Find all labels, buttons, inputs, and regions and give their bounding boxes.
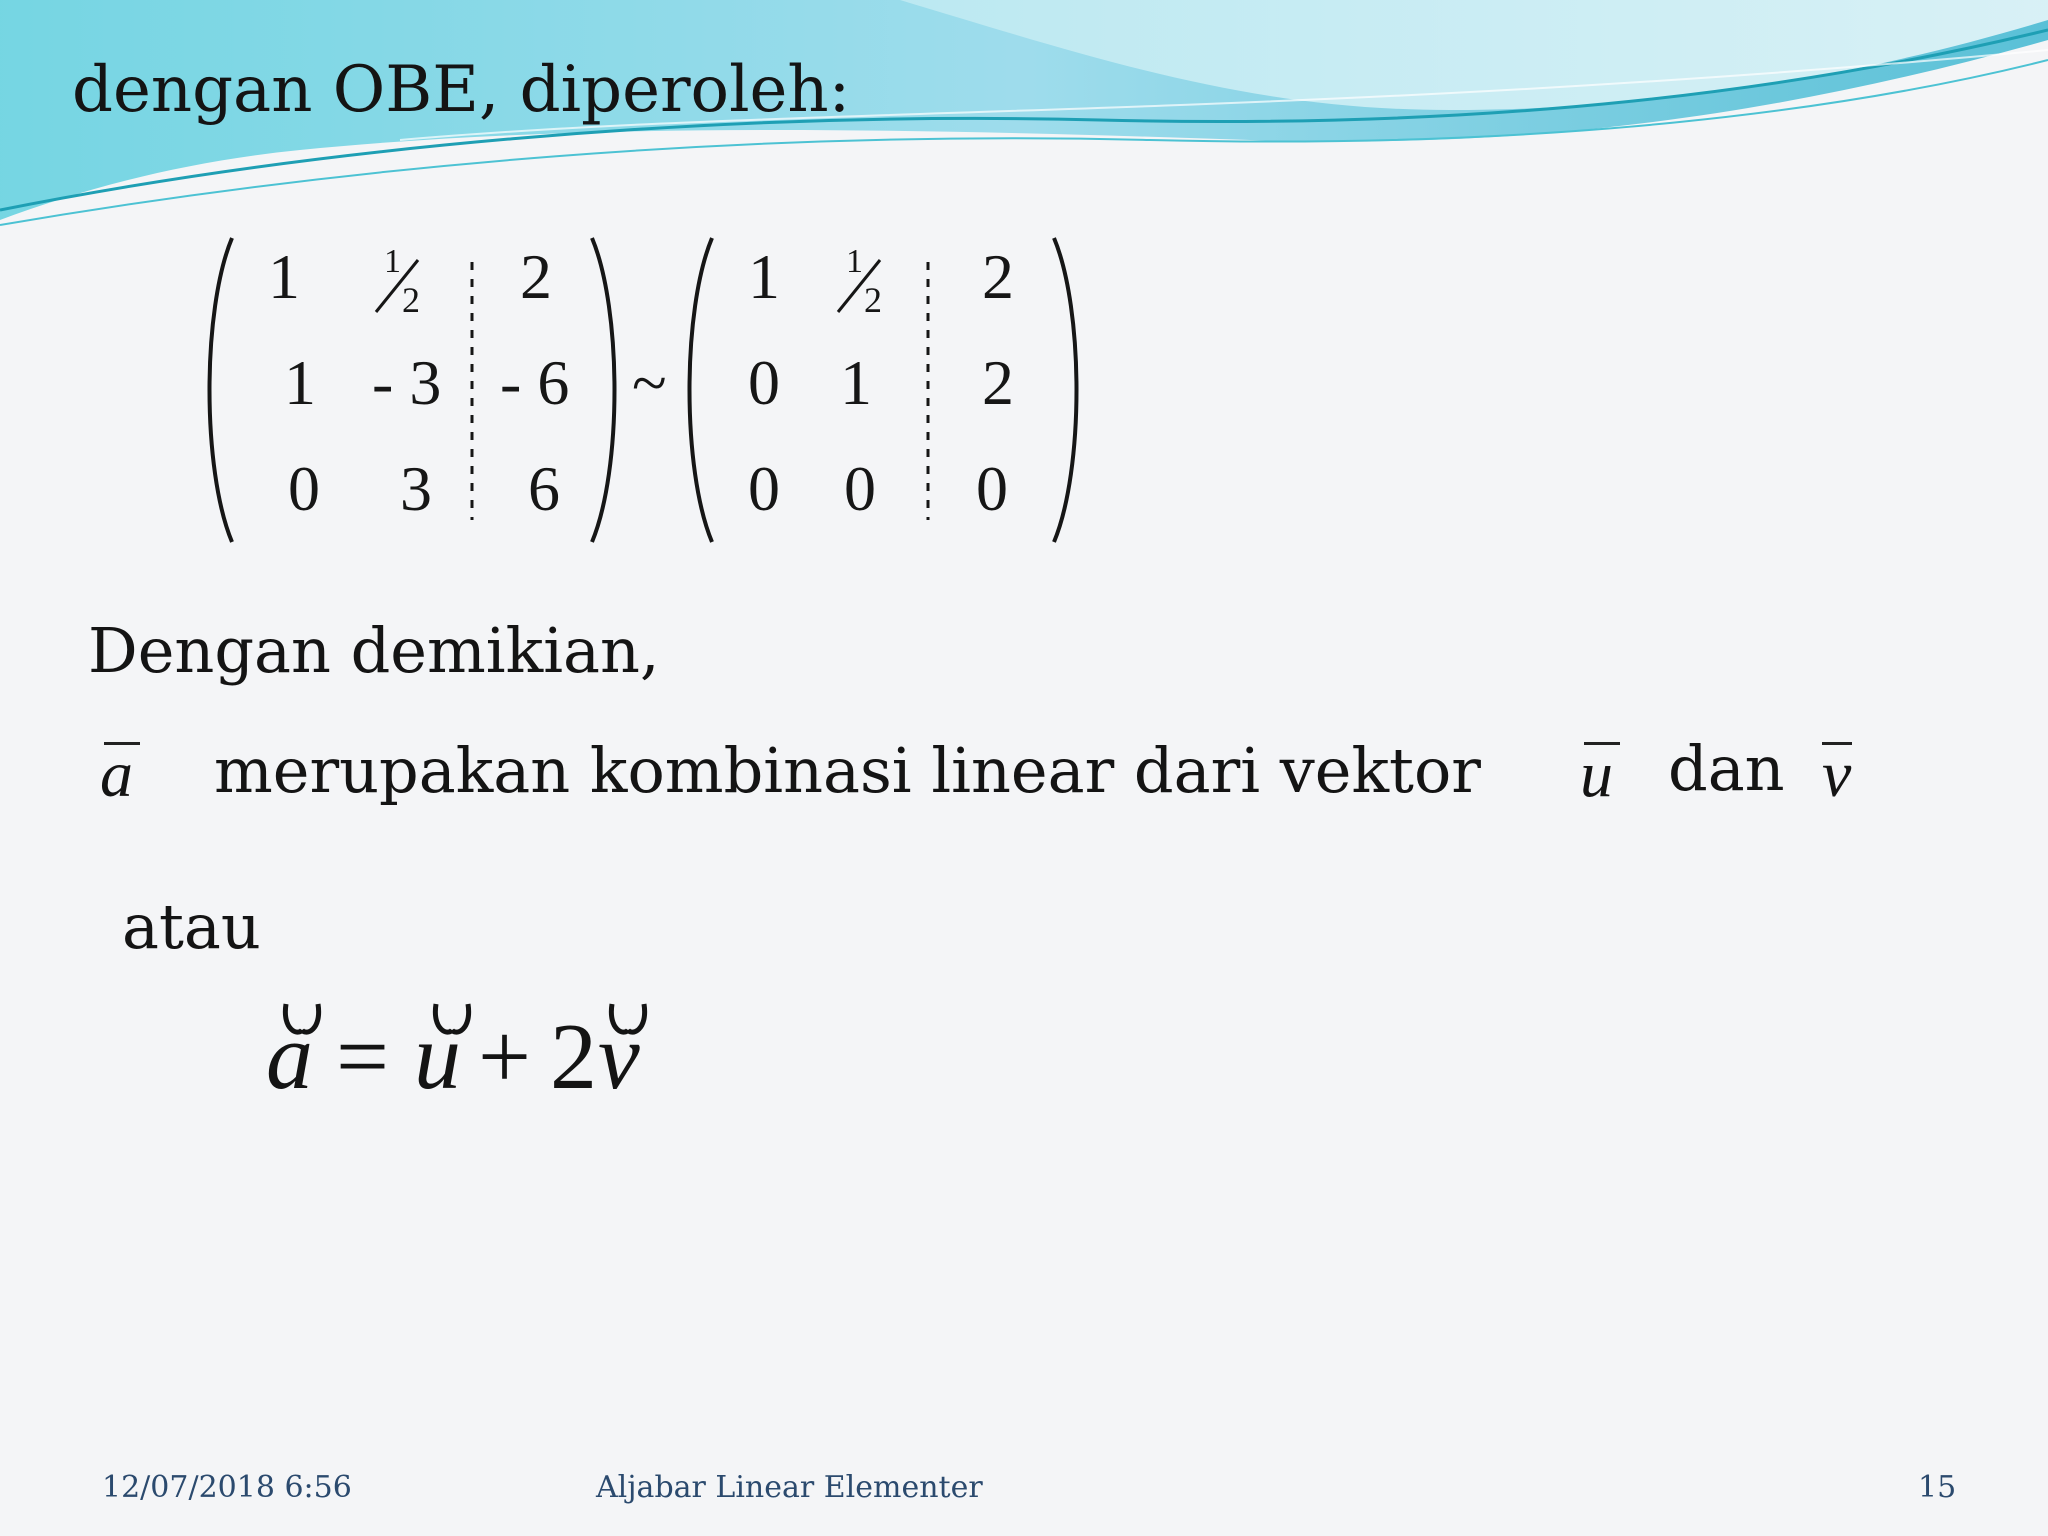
vector-a: a <box>100 738 133 811</box>
svg-text:2: 2 <box>864 280 882 320</box>
linear-combination-equation <box>250 990 710 1120</box>
right-matrix-open-paren <box>690 238 713 542</box>
left-matrix-cell: 1 <box>268 241 300 312</box>
right-matrix-cell: 1 <box>840 347 872 418</box>
footer-page-number: 15 <box>1918 1470 1957 1505</box>
equation-v: v <box>598 1005 640 1109</box>
right-matrix-cell: 0 <box>844 453 876 524</box>
svg-text:2: 2 <box>402 280 420 320</box>
slide-title: dengan OBE, diperoleh: <box>72 53 851 127</box>
svg-text:1: 1 <box>384 243 401 280</box>
vector-v: v <box>1822 738 1852 811</box>
left-matrix-cell: 1 <box>284 347 316 418</box>
left-matrix-cell: 3 <box>400 453 432 524</box>
augmented-matrices <box>200 220 1100 560</box>
conjunction-text: dan <box>1668 732 1785 805</box>
right-matrix-cell: 2 <box>982 347 1014 418</box>
left-matrix-fraction <box>376 243 420 320</box>
left-matrix-cell: 0 <box>288 453 320 524</box>
left-matrix-cell: - 3 <box>372 347 442 418</box>
equation-coefficient: 2 <box>550 1005 597 1109</box>
right-matrix-cell: 0 <box>748 347 780 418</box>
conclusion-heading: Dengan demikian, <box>88 614 660 687</box>
or-word: atau <box>122 890 261 963</box>
left-matrix-close-paren <box>592 238 615 542</box>
right-matrix-cell: 0 <box>748 453 780 524</box>
footer-course-title: Aljabar Linear Elementer <box>596 1470 983 1505</box>
sentence-text: merupakan kombinasi linear dari vektor <box>214 734 1481 807</box>
right-matrix-cell: 0 <box>976 453 1008 524</box>
left-matrix-cell: - 6 <box>500 347 570 418</box>
right-matrix-fraction <box>838 243 882 320</box>
equation-plus: + <box>478 1005 532 1109</box>
equation-a: a <box>266 1005 313 1109</box>
left-matrix-cell: 2 <box>520 241 552 312</box>
right-matrix-cell: 1 <box>748 241 780 312</box>
right-matrix-cell: 2 <box>982 241 1014 312</box>
equation-u: u <box>414 1005 461 1109</box>
left-matrix-open-paren <box>210 238 233 542</box>
svg-text:1: 1 <box>846 243 863 280</box>
vector-u: u <box>1580 738 1613 811</box>
equivalence-symbol: ~ <box>632 347 667 418</box>
equation-equals: = <box>336 1005 390 1109</box>
footer-datetime: 12/07/2018 6:56 <box>102 1470 352 1505</box>
left-matrix-cell: 6 <box>528 453 560 524</box>
right-matrix-close-paren <box>1054 238 1077 542</box>
